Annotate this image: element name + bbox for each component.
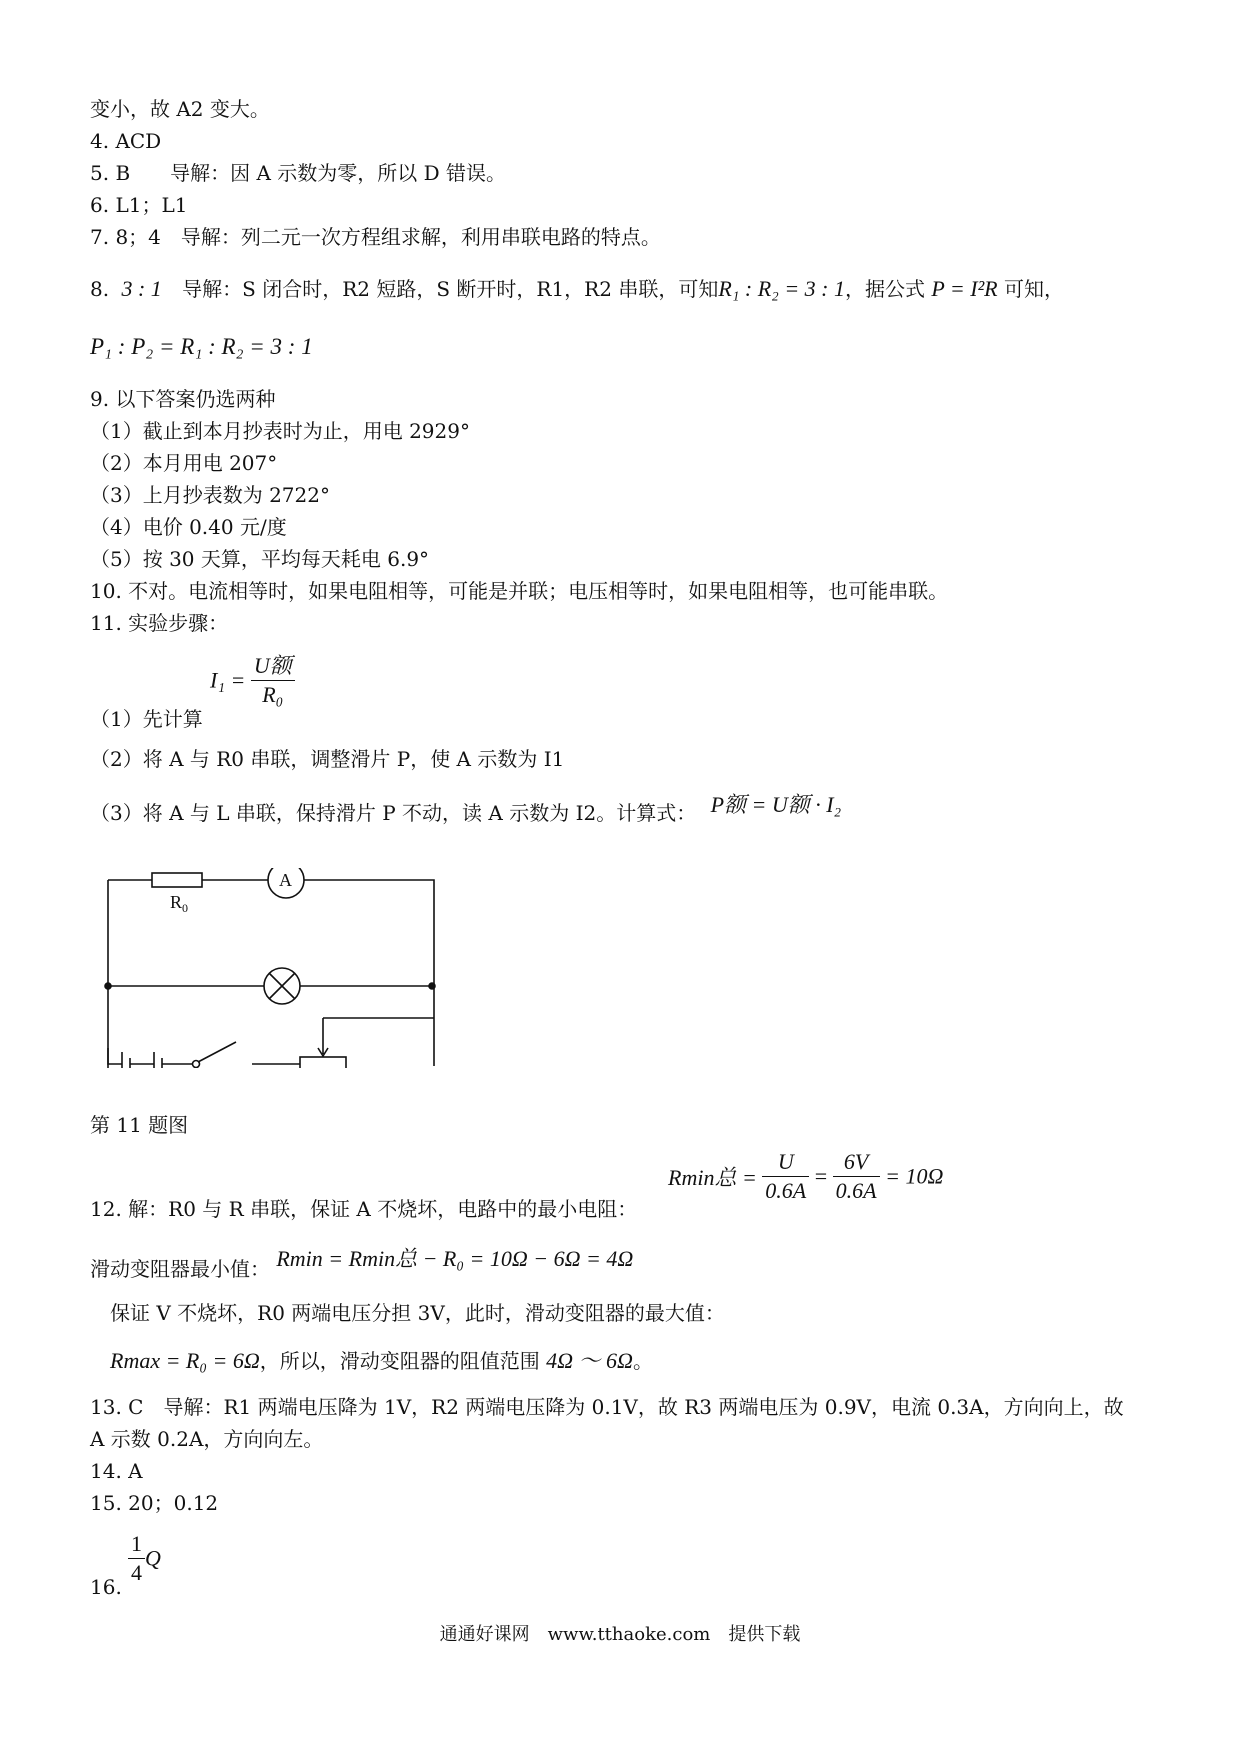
answer-9-item-4: （4）电价 0.40 元/度 bbox=[90, 515, 287, 539]
answer-11-step-3: （3）将 A 与 L 串联，保持滑片 P 不动，读 A 示数为 I2。计算式： P额 = U额 · I₂ bbox=[90, 792, 842, 825]
answer-11-step-1: （1）先计算 bbox=[90, 707, 203, 731]
ratio-3-1: 3 : 1 bbox=[121, 276, 162, 301]
answer-13-cont: A 示数 0.2A，方向向左。 bbox=[90, 1427, 324, 1451]
answer-9-item-3: （3）上月抄表数为 2722° bbox=[90, 483, 330, 507]
equation-power-rated: P额 = U额 · I₂ bbox=[710, 792, 842, 817]
answer-13: 13. C 导解：R1 两端电压降为 1V，R2 两端电压降为 0.1V，故 R3 两端电压为 0.9V，电流 0.3A，方向向上，故 bbox=[90, 1395, 1124, 1419]
equation-i1: I₁ = $\frac{\text{U额}}{\text{R₀}}$ bbox=[210, 652, 295, 709]
answer-11: 11. 实验步骤： bbox=[90, 611, 229, 635]
answer-7: 7. 8；4 导解：列二元一次方程组求解，利用串联电路的特点。 bbox=[90, 225, 661, 249]
battery-icon bbox=[122, 1052, 162, 1068]
answer-12-voltage: 保证 V 不烧坏，R0 两端电压分担 3V，此时，滑动变阻器的最大值： bbox=[110, 1301, 725, 1325]
equation-power-ratio: P₁ : P₂ = R₁ : R₂ = 3 : 1 bbox=[90, 334, 313, 359]
answer-16: 16. bbox=[90, 1575, 122, 1599]
rheostat-icon bbox=[300, 1057, 346, 1068]
answer-8: 8. 3 : 1 导解：S 闭合时，R2 短路，S 断开时，R1，R2 串联，可知R₁ : R₂ = 3 : 1，据公式 P = I²R 可知， bbox=[90, 276, 1064, 301]
answer-6: 6. L1；L1 bbox=[90, 193, 188, 217]
equation-rmax: Rmax = R₀ = 6Ω bbox=[110, 1348, 260, 1373]
answer-9-item-5: （5）按 30 天算，平均每天耗电 6.9° bbox=[90, 547, 430, 571]
equation-rmin: Rmin = Rmin总 − R₀ = 10Ω − 6Ω = 4Ω bbox=[276, 1246, 634, 1271]
answer-4: 4. ACD bbox=[90, 129, 162, 153]
answer-9: 9. 以下答案仍选两种 bbox=[90, 387, 276, 411]
answer-15: 15. 20；0.12 bbox=[90, 1491, 219, 1515]
equation-quarter-q: $\frac{1}{4}$ Q bbox=[128, 1530, 161, 1587]
junction-dot bbox=[429, 983, 435, 989]
svg-text:A: A bbox=[279, 870, 292, 890]
answer-10: 10. 不对。电流相等时，如果电阻相等，可能是并联；电压相等时，如果电阻相等，也可能串联。 bbox=[90, 579, 949, 603]
answer-9-item-1: （1）截止到本月抄表时为止，用电 2929° bbox=[90, 419, 470, 443]
answer-9-item-2: （2）本月用电 207° bbox=[90, 451, 278, 475]
circuit-diagram bbox=[100, 868, 460, 1068]
answer-12: 12. 解：R0 与 R 串联，保证 A 不烧坏，电路中的最小电阻： bbox=[90, 1197, 638, 1221]
equation-power: P = I²R bbox=[931, 276, 998, 301]
wire bbox=[108, 880, 434, 1066]
rheostat-slider-icon bbox=[318, 1018, 328, 1056]
answer-5: 5. B 导解：因 A 示数为零，所以 D 错误。 bbox=[90, 161, 507, 185]
resistor-r0 bbox=[152, 873, 202, 887]
wire bbox=[108, 1048, 122, 1064]
switch-icon bbox=[198, 1042, 236, 1062]
lamp-cross bbox=[269, 973, 295, 999]
answer-14: 14. A bbox=[90, 1459, 143, 1483]
resistance-range: 4Ω ～ 6Ω bbox=[546, 1348, 633, 1373]
figure-caption: 第 11 题图 bbox=[90, 1113, 189, 1137]
svg-text:R0: $R_0$ bbox=[170, 892, 189, 915]
junction-dot bbox=[105, 983, 111, 989]
equation-rmin-total: Rmin总 = $\frac{U}{0.6A}$ = $\frac{6V}{0.6A}$ = 10Ω bbox=[668, 1149, 944, 1203]
footer-credit: 通通好课网 www.tthaoke.com 提供下载 bbox=[439, 1624, 801, 1645]
answer-12-rmax: Rmax = R₀ = 6Ω，所以，滑动变阻器的阻值范围 4Ω ～ 6Ω。 bbox=[110, 1348, 653, 1373]
answer-11-step-2: （2）将 A 与 R0 串联，调整滑片 P，使 A 示数为 I1 bbox=[90, 747, 565, 771]
line-answer-3-end: 变小，故 A2 变大。 bbox=[90, 97, 270, 121]
equation-r-ratio: R₁ : R₂ = 3 : 1 bbox=[718, 276, 845, 301]
answer-12-rmin: 滑动变阻器最小值： Rmin = Rmin总 − R₀ = 10Ω − 6Ω = 4Ω bbox=[90, 1246, 634, 1281]
